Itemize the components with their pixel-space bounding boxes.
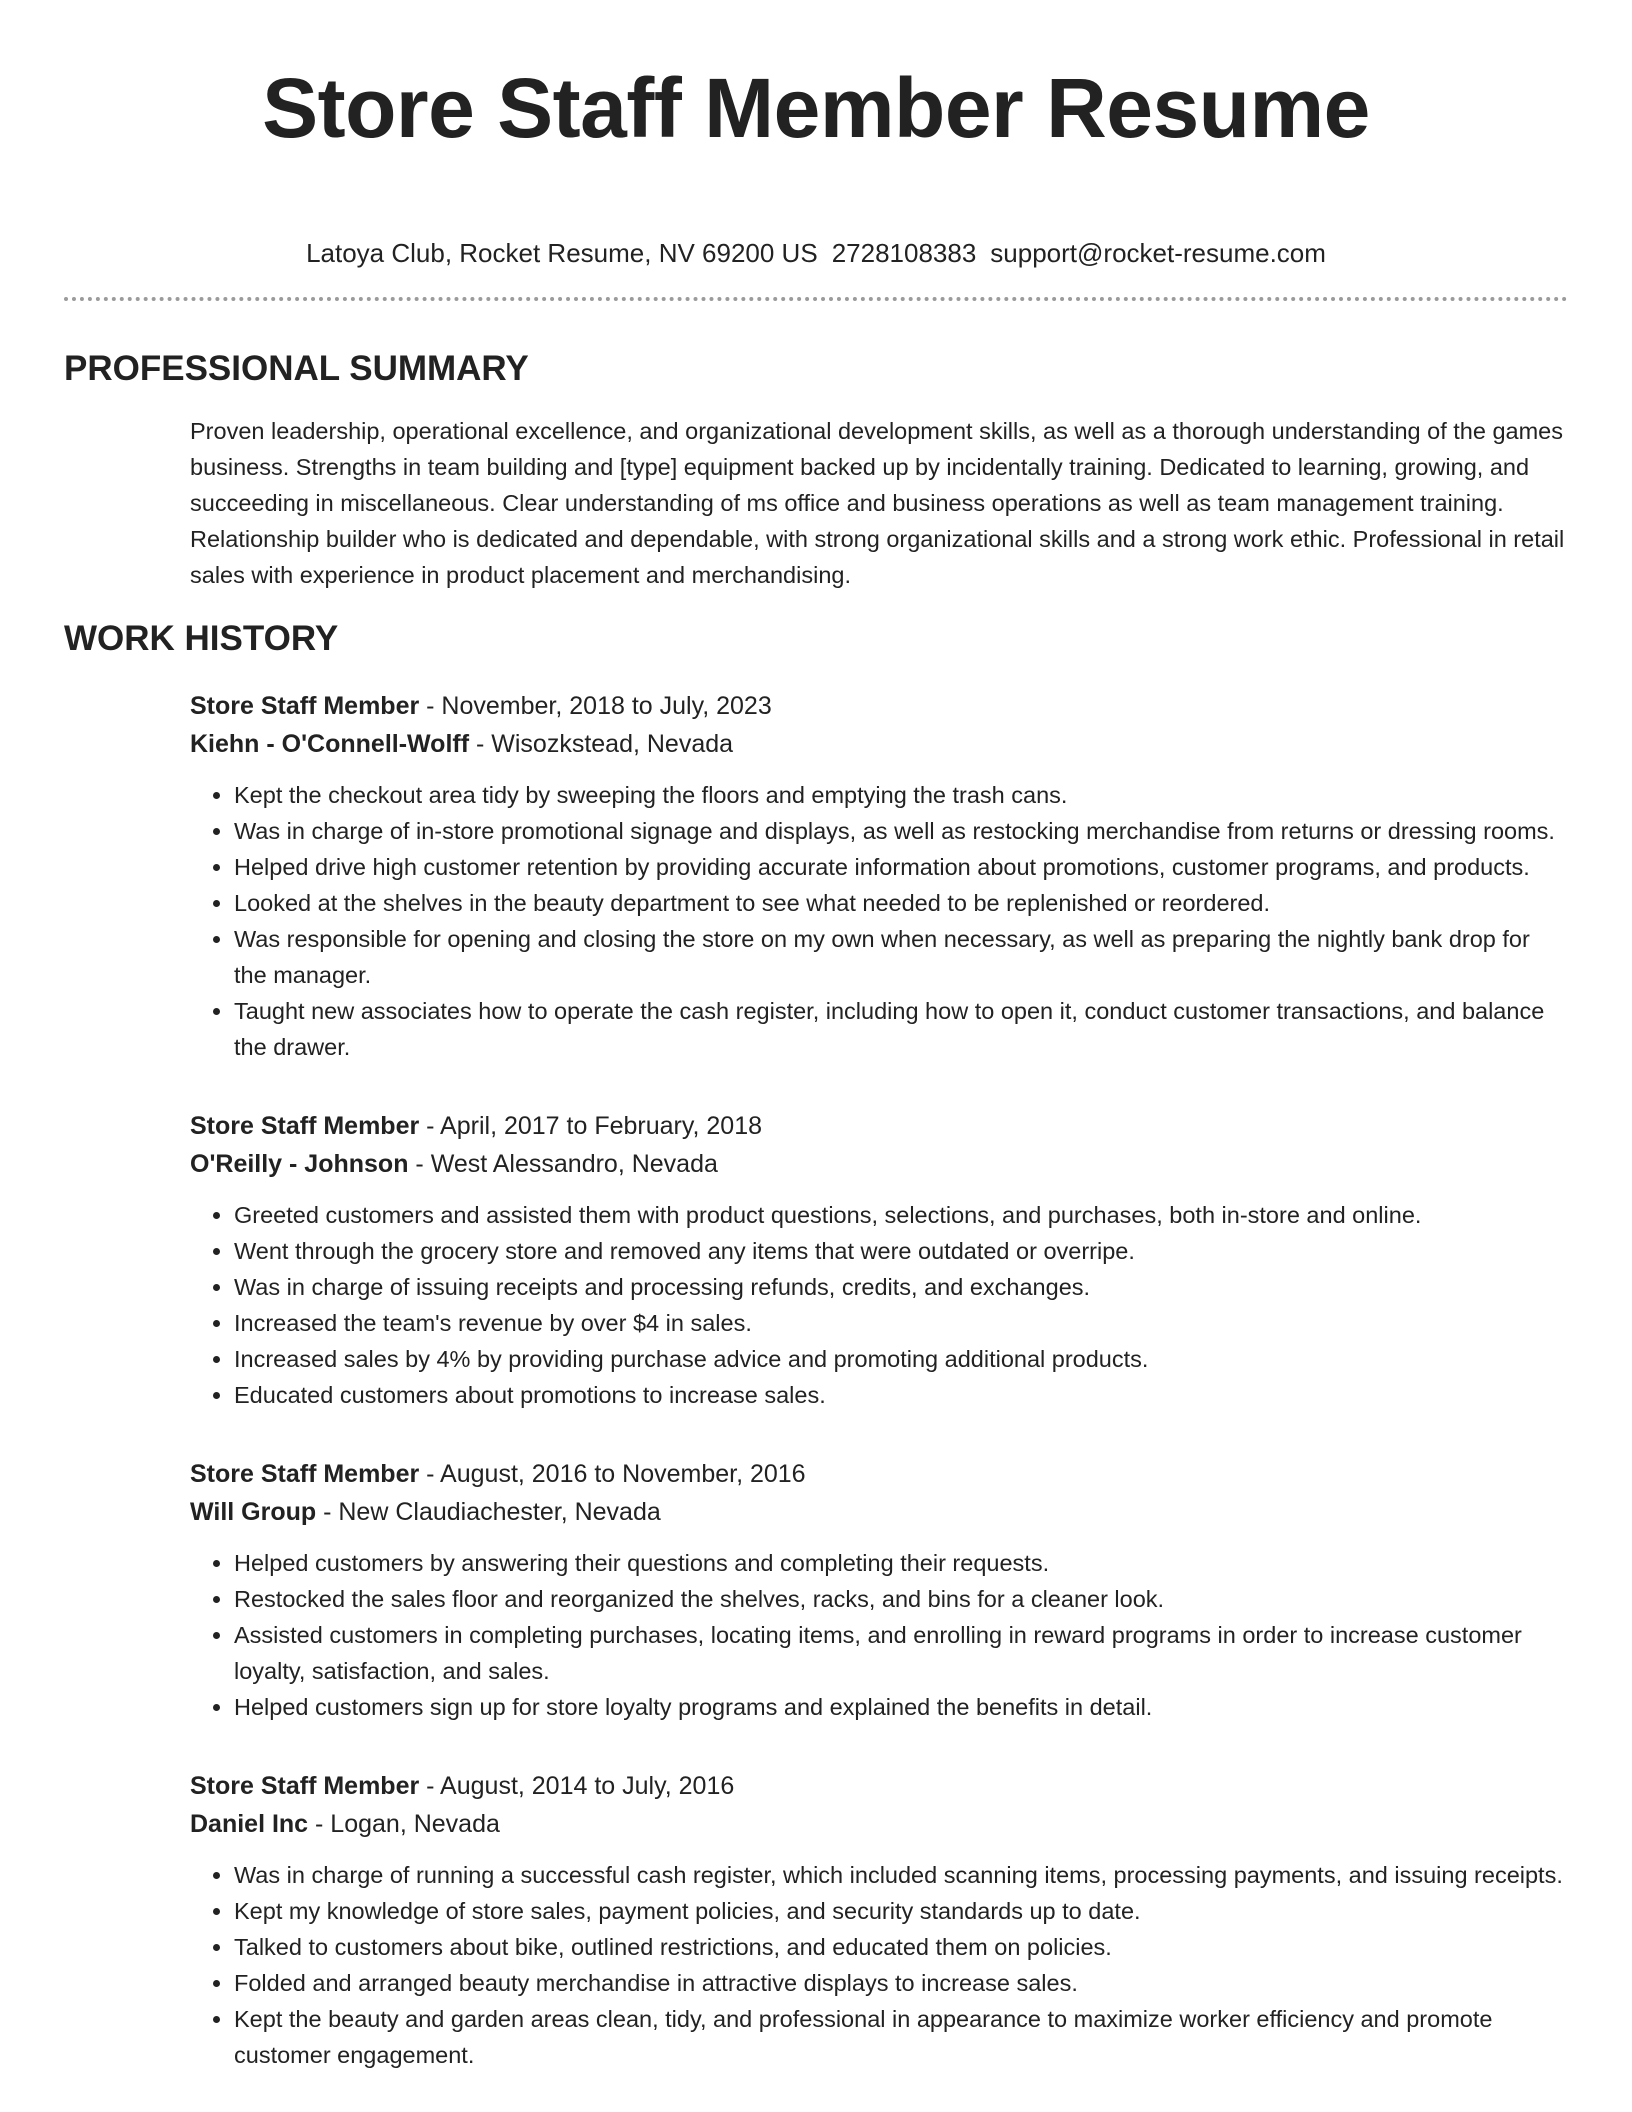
summary-text: Proven leadership, operational excellence, and organizational development skills, as well as a thorough understanding of the games business. Strengths in team building and [type] equipment backed up by incidentally training. Dedicated to learning, growing, and succeeding in miscellaneous. Clear understanding of ms office and business operations as well as team management training. Relationship builder who is dedicated and dependable, with strong organizational skills and a strong work ethic. Professional in retail sales with experience in product placement and merchandising. (190, 418, 1565, 588)
job-company: Kiehn - O'Connell-Wolff (190, 730, 470, 758)
job-bullet: • Helped customers by answering their questions and completing their requests. (234, 1545, 1568, 1581)
job-entry (190, 1767, 1568, 2073)
job-title: Store Staff Member (190, 1460, 420, 1488)
section-heading-work-history: WORK HISTORY (64, 619, 339, 658)
job-company: O'Reilly - Johnson (190, 1150, 409, 1178)
header-divider (64, 297, 1568, 301)
job-bullet: • Talked to customers about bike, outlined restrictions, and educated them on policies. (234, 1929, 1568, 1965)
job-title-line (190, 1767, 1568, 1805)
job-company-line (190, 725, 1568, 763)
job-company-line (190, 1493, 1568, 1531)
section-heading-summary: PROFESSIONAL SUMMARY (64, 349, 529, 388)
job-entry (190, 1455, 1568, 1725)
job-bullets (190, 1197, 1568, 1413)
contact-email: support@rocket-resume.com (990, 238, 1326, 268)
job-dates: - November, 2018 to July, 2023 (419, 692, 772, 720)
job-bullet: • Kept the checkout area tidy by sweeping the floors and emptying the trash cans. (234, 777, 1568, 813)
job-company-line (190, 1145, 1568, 1183)
job-location: - Logan, Nevada (308, 1810, 500, 1838)
job-bullet: • Was in charge of issuing receipts and processing refunds, credits, and exchanges. (234, 1269, 1568, 1305)
job-bullet: • Taught new associates how to operate the cash register, including how to open it, conduct customer transactions, and balance the drawer. (234, 993, 1568, 1065)
job-company: Will Group (190, 1498, 317, 1526)
job-bullet: • Kept my knowledge of store sales, payment policies, and security standards up to date. (234, 1893, 1568, 1929)
job-title: Store Staff Member (190, 692, 420, 720)
contact-address: Latoya Club, Rocket Resume, NV 69200 US (306, 238, 818, 268)
job-title-line (190, 687, 1568, 725)
job-company-line (190, 1805, 1568, 1843)
job-bullet: • Was responsible for opening and closing the store on my own when necessary, as well as preparing the nightly bank drop for the manager. (234, 921, 1568, 993)
job-title-line (190, 1455, 1568, 1493)
job-title: Store Staff Member (190, 1772, 420, 1800)
job-entry (190, 687, 1568, 1065)
job-bullet: • Was in charge of running a successful cash register, which included scanning items, processing payments, and issuing receipts. (234, 1857, 1568, 1893)
job-location: - West Alessandro, Nevada (408, 1150, 718, 1178)
job-bullet: • Helped customers sign up for store loyalty programs and explained the benefits in detail. (234, 1689, 1568, 1725)
job-bullet: • Assisted customers in completing purchases, locating items, and enrolling in reward programs in order to increase customer loyalty, satisfaction, and sales. (234, 1617, 1568, 1689)
job-title: Store Staff Member (190, 1112, 420, 1140)
job-bullet: • Folded and arranged beauty merchandise in attractive displays to increase sales. (234, 1965, 1568, 2001)
job-bullets (190, 1545, 1568, 1725)
job-bullets (190, 1857, 1568, 2073)
job-bullet: • Increased the team's revenue by over $4 in sales. (234, 1305, 1568, 1341)
job-location: - New Claudiachester, Nevada (316, 1498, 661, 1526)
job-bullet: • Restocked the sales floor and reorganized the shelves, racks, and bins for a cleaner look. (234, 1581, 1568, 1617)
contact-phone: 2728108383 (831, 238, 977, 268)
job-location: - Wisozkstead, Nevada (469, 730, 734, 758)
job-bullet: • Educated customers about promotions to increase sales. (234, 1377, 1568, 1413)
job-dates: - August, 2014 to July, 2016 (419, 1772, 735, 1800)
job-bullet: • Went through the grocery store and removed any items that were outdated or overripe. (234, 1233, 1568, 1269)
job-title-line (190, 1107, 1568, 1145)
job-dates: - April, 2017 to February, 2018 (419, 1112, 763, 1140)
job-bullet: • Greeted customers and assisted them with product questions, selections, and purchases, both in-store and online. (234, 1197, 1568, 1233)
job-bullets (190, 777, 1568, 1065)
job-dates: - August, 2016 to November, 2016 (419, 1460, 806, 1488)
work-history-section (64, 687, 1568, 2073)
job-company: Daniel Inc (190, 1810, 309, 1838)
job-entry (190, 1107, 1568, 1413)
job-bullet: • Helped drive high customer retention by providing accurate information about promotions, customer programs, and products. (234, 849, 1568, 885)
resume-title: Store Staff Member Resume (262, 61, 1370, 155)
contact-info (64, 236, 1568, 270)
summary-section (64, 413, 1568, 593)
job-bullet: • Increased sales by 4% by providing purchase advice and promoting additional products. (234, 1341, 1568, 1377)
job-bullet: • Kept the beauty and garden areas clean, tidy, and professional in appearance to maximize worker efficiency and promote customer engagement. (234, 2001, 1568, 2073)
job-bullet: • Was in charge of in-store promotional signage and displays, as well as restocking merchandise from returns or dressing rooms. (234, 813, 1568, 849)
job-bullet: • Looked at the shelves in the beauty department to see what needed to be replenished or reordered. (234, 885, 1568, 921)
